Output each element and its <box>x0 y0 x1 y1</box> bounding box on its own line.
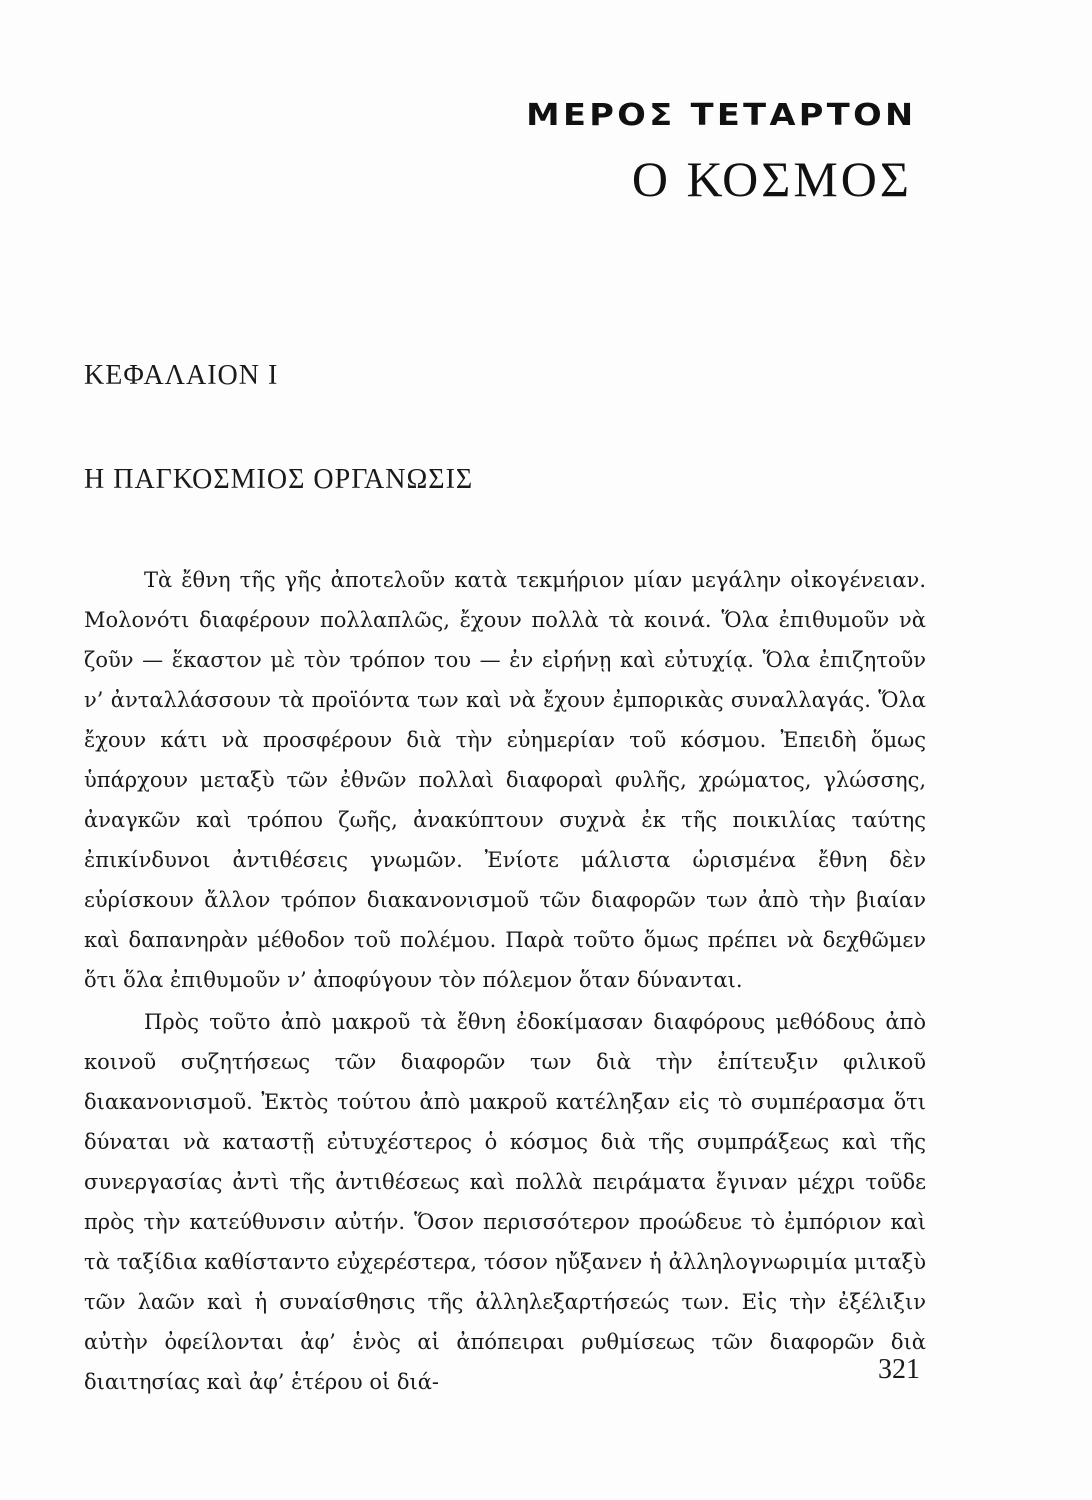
part-heading: ΜΕΡΟΣ ΤΕΤΑΡΤΟΝ <box>525 98 916 133</box>
paragraph-1: Τὰ ἔθνη τῆς γῆς ἀποτελοῦν κατὰ τεκμήριον μίαν μεγάλην οἰκογένειαν. Μολονότι διαφέρουν πολλαπλῶς, ἔχουν πολλὰ τὰ κοινά. Ὅλα ἐπιθυμοῦν νὰ ζοῦν — ἕκαστον μὲ τὸν τρόπον του — ἐν εἰρήνῃ καὶ εὐτυχίᾳ. Ὅλα ἐπιζητοῦν ν’ ἀνταλλάσσουν τὰ προϊόντα των καὶ νὰ ἔχουν ἐμπορικὰς συναλλαγάς. Ὅλα ἔχουν κάτι νὰ προσφέρουν διὰ τὴν εὐημερίαν τοῦ κόσμου. Ἐπειδὴ ὅμως ὑπάρχουν μεταξὺ τῶν ἐθνῶν πολλαὶ διαφοραὶ φυλῆς, χρώματος, γλώσσης, ἀναγκῶν καὶ τρόπου ζωῆς, ἀνακύπτουν συχνὰ ἐκ τῆς ποικιλίας ταύτης ἐπικίνδυνοι ἀντιθέσεις γνωμῶν. Ἐνίοτε μάλιστα ὡρισμένα ἔθνη δὲν εὑρίσκουν ἄλλον τρόπον διακανονισμοῦ τῶν διαφορῶν των ἀπὸ τὴν βιαίαν καὶ δαπανηρὰν μέθοδον τοῦ πολέμου. Παρὰ τοῦτο ὅμως πρέπει νὰ δεχθῶμεν ὅτι ὅλα ἐπιθυμοῦν ν’ ἀποφύγουν τὸν πόλεμον ὅταν δύνανται. <box>84 568 926 992</box>
part-title: Ο ΚΟΣΜΟΣ <box>631 151 912 207</box>
chapter-title: Η ΠΑΓΚΟΣΜΙΟΣ ΟΡΓΑΝΩΣΙΣ <box>84 464 474 495</box>
paragraph-2: Πρὸς τοῦτο ἀπὸ μακροῦ τὰ ἔθνη ἐδοκίμασαν διαφόρους μεθόδους ἀπὸ κοινοῦ συζητήσεως τῶν διαφορῶν των διὰ τὴν ἐπίτευξιν φιλικοῦ διακανονισμοῦ. Ἐκτὸς τούτου ἀπὸ μακροῦ κατέληξαν εἰς τὸ συμπέρασμα ὅτι δύναται νὰ καταστῇ εὐτυχέστερος ὁ κόσμος διὰ τῆς συμπράξεως καὶ τῆς συνεργασίας ἀντὶ τῆς ἀντιθέσεως καὶ πολλὰ πειράματα ἔγιναν μέχρι τοῦδε πρὸς τὴν κατεύθυνσιν αὐτήν. Ὅσον περισσότερον προώδευε τὸ ἐμπόριον καὶ τὰ ταξίδια καθίσταντο εὐχερέστερα, τόσον ηὔξανεν ἡ ἀλληλογνωριμία μιταξὺ τῶν λαῶν καὶ ἡ συναίσθησις τῆς ἀλληλεξαρτήσεώς των. Εἰς τὴν ἐξέλιξιν αὐτὴν ὀφείλονται ἀφ’ ἑνὸς αἱ ἀπόπειραι ρυθμίσεως τῶν διαφορῶν διὰ διαιτησίας καὶ ἀφ’ ἑτέρου οἱ διά- <box>84 1010 926 1394</box>
body-text <box>84 560 926 1404</box>
chapter-label: ΚΕΦΑΛΑΙΟΝ Ι <box>84 360 279 391</box>
page-number: 321 <box>878 1354 920 1385</box>
